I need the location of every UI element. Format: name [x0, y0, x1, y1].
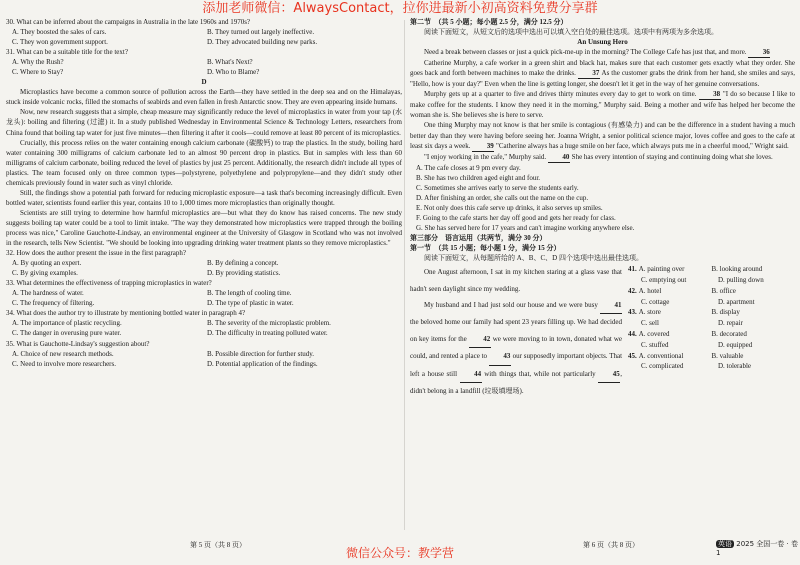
passage-paragraph: Catherine Murphy, a cafe worker in a green shirt and black hat, makes sure that each customer gets exactly what they order. She goes back and forth between machines to make the drinks. 37 As the customer grabs the drink from her hand, she smiles and says, "Hello, how is your day?" Even when the line is getting longer, she doesn't let it get in the way of her genuine conversations.: [410, 59, 796, 89]
passage-paragraph: One thing Murphy may not know is that her smile is contagious (有感染力) and can be the difference in a student having a much better day than they were having before seeing her. Joanna Wright, a senior political science major, loves coffee and goes to the cafe at least six days a week. 39 "Catherine always has a huge smile on her face, which always puts me in a cheerful mood," Wright said.: [410, 120, 795, 151]
option: B. The length of cooling time.: [207, 289, 292, 298]
option: C. The danger in overusing pure water.: [12, 329, 122, 338]
option: B. By defining a concept.: [207, 259, 279, 268]
blank-41: 41: [600, 297, 622, 314]
passage-paragraph: "I enjoy working in the cafe," Murphy said. 40 She has every intention of staying and continuing doing what she loves.: [410, 152, 795, 163]
blank-37: 37: [578, 68, 600, 79]
option: C. They won government support.: [12, 38, 108, 47]
question-32-options: [12, 258, 402, 278]
choice-row: C. emptying out D. pulling down: [641, 275, 764, 284]
passage-paragraph: Need a break between classes or just a quick pick-me-up in the morning? The College Cafe has just that, and more. 36: [410, 47, 795, 58]
choice-c: C. Sometimes she arrives early to serve the students early.: [416, 183, 579, 192]
option: B. What's Next?: [207, 58, 253, 67]
question-34-options: [12, 318, 402, 338]
choice-row: 41. A. painting over B. looking around: [628, 265, 763, 274]
choice-row: 43. A. store B. display: [628, 308, 740, 317]
option: C. The frequency of filtering.: [12, 299, 95, 308]
question-35-options: [12, 349, 402, 369]
choice-e: E. Not only does this cafe serve up drinks, it also serves up smiles.: [416, 203, 603, 212]
option: A. Why the Rush?: [12, 58, 64, 67]
passage-paragraph: Now, new research suggests that a simple, cheap measure may significantly reduce the level of microplastics in water from your tap (水龙头): boiling and filtering (过滤) it. In a study published Wednesday in Environmental Science & Technology Letters, researchers from China found that boiling tap water for just five minutes—then filtering it after it cools—could remove at least 80 percent of its microplastics.: [6, 108, 402, 137]
option: D. Who to Blame?: [207, 68, 260, 77]
page-6-footer: 第 6 页（共 8 页）: [583, 541, 639, 549]
watermark-bottom: 微信公众号：教学营: [345, 546, 454, 560]
option: C. Where to Stay?: [12, 68, 64, 77]
choice-b: B. She has two children aged eight and four.: [416, 173, 541, 182]
blank-42: 42: [469, 331, 491, 348]
choice-row: 44. A. covered B. decorated: [628, 329, 747, 338]
cloze-paragraph: One August afternoon, I sat in my kitchen staring at a glass vase that hadn't seen daylight since my wedding.: [410, 268, 622, 293]
section-2-instructions: 阅读下面短文，从短文后的选项中选出可以填入空白处的最佳选项。选项中有两项为多余选项。: [424, 28, 718, 37]
choice-a: A. The cafe closes at 9 pm every day.: [416, 163, 521, 172]
choice-f: F. Going to the cafe starts her day off good and gets her ready for class.: [416, 213, 616, 222]
option: B. The severity of the microplastic problem.: [207, 319, 331, 328]
question-30-options: [12, 27, 402, 47]
option: B. They turned out largely ineffective.: [207, 28, 315, 37]
section-d-heading: D: [201, 78, 207, 87]
section-1-header: 第一节 （共 15 小题；每小题 1 分，满分 15 分）: [410, 244, 561, 253]
page-5-column: [6, 17, 402, 369]
blank-39: 39: [472, 141, 494, 152]
question-35: 35. What is Gauchotte-Lindsay's suggestion about?: [6, 339, 150, 348]
blank-44: 44: [460, 366, 482, 383]
page-divider: [404, 20, 405, 530]
choice-row: 45. A. conventional B. valuable: [628, 351, 744, 360]
option: A. The hardness of water.: [12, 289, 84, 298]
blank-36: 36: [748, 47, 770, 58]
choice-row: C. cottage D. apartment: [641, 297, 755, 306]
cloze-paragraph: My husband and I had just sold our house and we were busy 41 the beloved home our family had spent 23 years filling up. We had decided on key items for the 42 we were moving to in town, donated what we could, and rented a place to 43 our supposedly important objects. That left a house still 44 with things that, while not particularly 45, didn't belong in a landfill (垃圾填埋场).: [410, 297, 622, 399]
choice-g: G. She has served here for 17 years and can't imagine working anywhere else.: [416, 223, 635, 232]
choice-row: C. sell D. repair: [641, 319, 743, 328]
option: D. The difficulty in treating polluted water.: [207, 329, 328, 338]
brand-text: 2025 全国一卷 · 卷 1: [716, 540, 798, 557]
cloze-choices: [628, 264, 795, 399]
question-30: 30. What can be inferred about the campaigns in Australia in the late 1960s and 1970s?: [6, 18, 251, 26]
blank-38: 38: [699, 89, 721, 100]
blank-43: 43: [489, 348, 511, 365]
section-2-header: 第二节 （共 5 小题；每小题 2.5 分，满分 12.5 分）: [410, 18, 568, 26]
question-33-options: [12, 288, 402, 308]
option: C. Need to involve more researchers.: [12, 359, 116, 368]
watermark-top: 添加老师微信：AlwaysContact，拉你进最新小初高资料免费分享群: [202, 1, 598, 16]
cloze-passage: [410, 264, 628, 399]
option: C. By giving examples.: [12, 269, 78, 278]
passage-paragraph: Microplastics have become a common source of pollution across the Earth—they have settled in the deep sea and on the Himalayas, stuck inside volcanic rocks, filled the stomachs of seabirds and even fallen in fresh Antarctic snow. They are even appearing inside humans.: [6, 88, 402, 107]
brand-tag: 英语: [718, 540, 732, 548]
option: D. They advocated building new parks.: [207, 38, 318, 47]
option: A. By quoting an expert.: [12, 259, 82, 268]
option: D. Potential application of the findings.: [207, 359, 318, 368]
option: A. Choice of new research methods.: [12, 349, 114, 358]
section-1-instructions: 阅读下面短文，从每题所给的 A、B、C、D 四个选项中选出最佳选项。: [424, 254, 643, 263]
passage-paragraph: Still, the findings show a potential path forward for reducing microplastic exposure—a task that's becoming increasingly difficult. Even bottled water, scientists found earlier this year, contains 10 to 1,000 times more microplastics than originally thought.: [6, 188, 402, 207]
question-34: 34. What does the author try to illustrate by mentioning bottled water in paragraph 4?: [6, 309, 246, 318]
cloze-area: [410, 264, 795, 399]
option: A. The importance of plastic recycling.: [12, 319, 122, 328]
choice-row: 42. A. hotel B. office: [628, 286, 736, 295]
blank-45: 45: [598, 366, 620, 383]
question-31-options: [12, 57, 402, 77]
choice-d: D. After finishing an order, she calls out the name on the cup.: [416, 193, 589, 202]
question-31: 31. What can be a suitable title for the text?: [6, 48, 128, 57]
passage-paragraph: Scientists are still trying to determine how harmful microplastics are—but what they do know has raised concerns. The new study suggests boiling tap water could be a tool to limit intake. "The way they demonstrated how microplastics were trapped through the boiling process was nice," Caroline Gauchotte-Lindsay, an environmental engineer at the University of Glasgow in Scotland who was not involved in the research, tells New Scientist. "We should be looking into upgrading drinking water treatment plants so they remove microplastics.": [6, 208, 402, 248]
part-3-header: 第三部分 语言运用（共两节，满分 30 分）: [410, 233, 547, 242]
option: B. Possible direction for further study.: [207, 349, 315, 358]
passage-paragraph: Crucially, this process relies on the water containing enough calcium carbonate (碳酸钙) to trap the plastics. In the study, boiling hard water containing 300 milligrams of calcium carbonate led to an almost 90 percent drop in plastics. But in samples with less than 60 milligrams of calcium carbonate, boiling reduced the level of plastics by just 25 percent. Additionally, the research didn't include all types of plastics. The team focused only on three common types—polystyrene, polyethylene and polypropylene—and they didn't study other chemicals previously found in water such as vinyl chloride.: [6, 138, 402, 187]
page-6-column: [410, 17, 795, 399]
choice-row: C. complicated D. tolerable: [641, 362, 752, 371]
choice-row: C. stuffed D. equipped: [641, 340, 753, 349]
option: D. The type of plastic in water.: [207, 299, 294, 308]
question-32: 32. How does the author present the issue in the first paragraph?: [6, 249, 187, 258]
blank-40: 40: [548, 152, 570, 163]
passage-title: An Unsung Hero: [577, 38, 628, 47]
page-5-footer: 第 5 页（共 8 页）: [190, 541, 246, 549]
option: A. They boosted the sales of cars.: [12, 28, 107, 37]
option: D. By providing statistics.: [207, 269, 281, 278]
passage-paragraph: Murphy gets up at a quarter to five and drives thirty minutes every day to get to work on time. 38 "I do so because I like to make coffee for the students. I know they need it in the morning," Murphy said. Being a mother and wife has helped her become the woman she is. She believes she is here to serve.: [410, 90, 796, 120]
question-33: 33. What determines the effectiveness of trapping microplastics in water?: [6, 279, 212, 288]
